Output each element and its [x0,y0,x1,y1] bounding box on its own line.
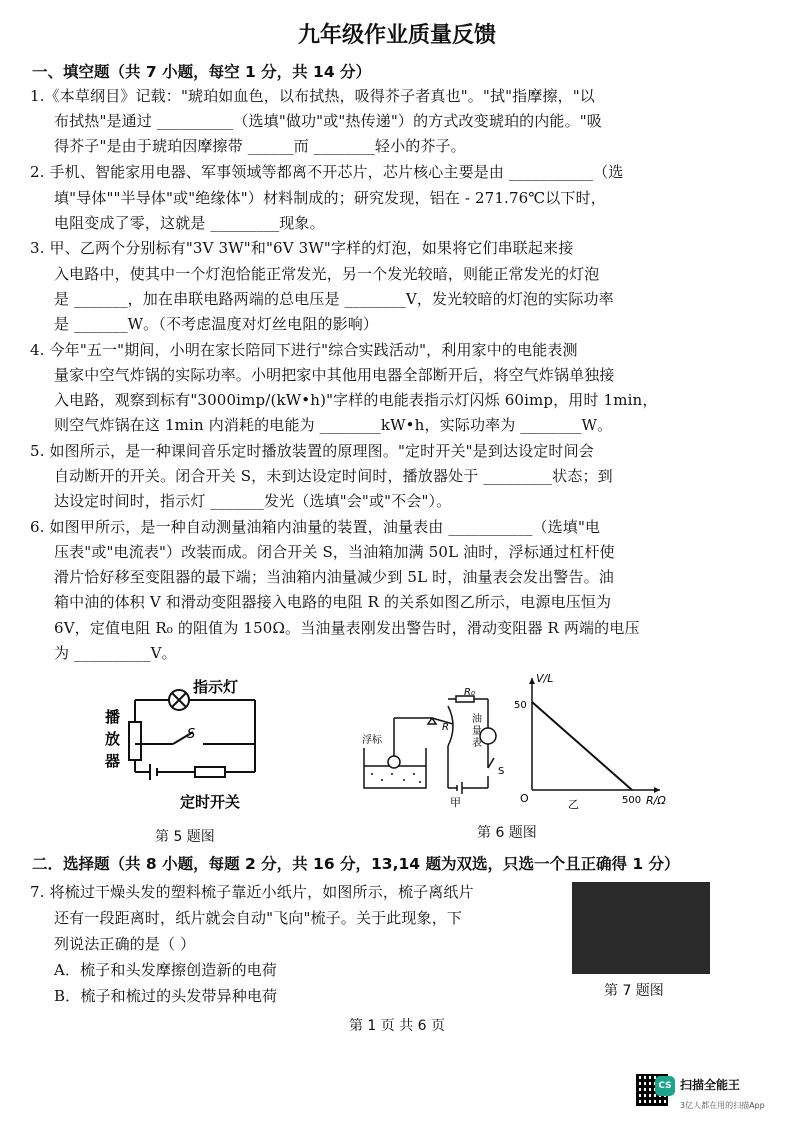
page-title: 九年级作业质量反馈 [297,23,496,48]
section-2-heading: 二．选择题（共 8 小题，每题 2 分，共 16 分，13,14 题为双选，只选一个且正确得 1 分） [32,855,680,873]
watermark-subtitle: 3亿人都在用的扫描App [680,1101,765,1110]
fig6-jia-label: 甲 [450,796,461,808]
fig5-switch-label: S [187,727,196,742]
q7-fig-caption: 第 7 题图 [604,983,664,999]
fig6-series-line [532,702,632,790]
q6-line-4: 箱中油的体积 V 和滑动变阻器接入电路的电阻 R 的关系如图乙所示，电源电压恒为 [54,593,612,611]
fig5-player-char: 器 [105,752,121,770]
fig5-timer-label: 定时开关 [180,793,241,811]
q1-line-3: 得芥子"是由于琥珀因摩擦带 ______而 ________轻小的芥子。 [54,137,466,155]
q3-line-2: 入电路中，使其中一个灯泡恰能正常发光，另一个发光较暗，则能正常发光的灯泡 [54,265,600,283]
fig5-circuit [95,672,290,822]
fig5-player-char: 放 [105,730,121,748]
q4-line-1: 4. 今年"五一"期间，小明在家长陪同下进行"综合实践活动"，利用家中的电能表测 [30,341,578,359]
fig5-lamp-label: 指示灯 [193,678,239,696]
page-number: 第 1 页 共 6 页 [348,1018,446,1034]
q5-line-2: 自动断开的开关。闭合开关 S，未到达设定时间时，播放器处于 _________状态；到 [54,467,613,485]
q5-line-3: 达设定时间时，指示灯 _______发光（选填"会"或"不会"）。 [54,492,452,510]
fig6-oil-dots [371,773,421,783]
fig6-float-label: 浮标 [362,735,382,746]
q5-line-1: 5. 如图所示，是一种课间音乐定时播放装置的原理图。"定时开关"是到达设定时间会 [30,442,594,460]
fig6-origin-label: O [520,792,529,805]
q6-line-3: 滑片恰好移至变阻器的最下端；当油箱内油量减少到 5L 时，油量表会发出警告。油 [54,568,614,586]
q4-line-2: 量家中空气炸锅的实际功率。小明把家中其他用电器全部断开后，将空气炸锅单独接 [54,366,615,384]
fig6-meter-char: 量 [472,726,482,737]
fig5-caption: 第 5 题图 [155,829,215,845]
fig6-chart [510,672,670,812]
section-1-heading: 一、填空题（共 7 小题，每空 1 分，共 14 分） [32,63,372,81]
fig6-y-axis-label: V/L [536,672,554,685]
fig6-s-label: S [498,766,505,777]
q2-line-3: 电阻变成了零，这就是 _________现象。 [54,214,325,232]
q2-line-2: 填"导体""半导体"或"绝缘体"）材料制成的；研究发现，铝在 - 271.76℃以下时， [54,189,606,207]
fig6-y-tick: 50 [514,700,527,711]
camscanner-logo-icon: CS [655,1076,675,1096]
fig5-player-char: 播 [105,708,121,726]
fig6-device [360,688,510,808]
q7-line-2: 还有一段距离时，纸片就会自动"飞向"梳子。关于此现象，下 [54,909,463,927]
q3-line-1: 3. 甲、乙两个分别标有"3V 3W"和"6V 3W"字样的灯泡，如果将它们串联起来接 [30,239,574,257]
fig6-x-axis-label: R/Ω [646,794,666,807]
fig6-meter-label [472,712,485,749]
q7-option-a: A．梳子和头发摩擦创造新的电荷 [54,961,278,979]
q3-line-4: 是 _______W。（不考虑温度对灯丝电阻的影响） [54,315,379,333]
fig6-meter-char: 油 [472,714,482,725]
fig6-r-label: R [442,722,449,733]
fig6-r0-label: R₀ [464,688,475,698]
q2-line-1: 2. 手机、智能家用电器、军事领域等都离不开芯片，芯片核心主要是由 ___________（选 [30,163,624,181]
fig6-x-arrow [654,787,660,793]
fig5-player-label [104,708,125,770]
q6-line-5: 6V，定值电阻 R₀ 的阻值为 150Ω。当油量表刚发出警告时，滑动变阻器 R 两端的电压 [54,619,640,637]
q1-line-2: 布拭热"是通过 __________（选填"做功"或"热传递"）的方式改变琥珀的内能。"吸 [54,112,602,130]
q7-line-3: 列说法正确的是（ ） [54,935,196,953]
fig6-yi-label: 乙 [568,798,579,811]
q6-line-1: 6. 如图甲所示，是一种自动测量油箱内油量的装置，油量表由 ___________（选填"电 [30,518,601,536]
q7-line-1: 7. 将梳过干燥头发的塑料梳子靠近小纸片，如图所示，梳子离纸片 [30,883,474,901]
q6-line-6: 为 __________V。 [54,644,177,662]
q7-option-b: B．梳子和梳过的头发带异种电荷 [54,987,278,1005]
q1-line-1: 1.《本草纲目》记载："琥珀如血色，以布拭热，吸得芥子者真也"。"拭"指摩擦，"以 [30,87,595,105]
q3-line-3: 是 _______，加在串联电路两端的总电压是 ________V，发光较暗的灯泡的实际功率 [54,290,614,308]
fig6-y-arrow [529,678,535,684]
q4-line-4: 则空气炸锅在这 1min 内消耗的电能为 ________kW•h，实际功率为 ________W。 [54,416,613,434]
fig6-x-tick: 500 [622,795,642,806]
watermark-brand: 扫描全能王 [680,1078,741,1092]
q6-line-2: 压表"或"电流表"）改装而成。闭合开关 S，当油箱加满 50L 油时，浮标通过杠杆使 [54,543,615,561]
fig6-meter-char: 表 [472,738,482,749]
fig6-caption: 第 6 题图 [477,825,537,841]
q7-photo [572,882,710,974]
q4-line-3: 入电路，观察到标有"3000imp/(kW•h)"字样的电能表指示灯闪烁 60imp，用时 1min， [54,391,658,409]
